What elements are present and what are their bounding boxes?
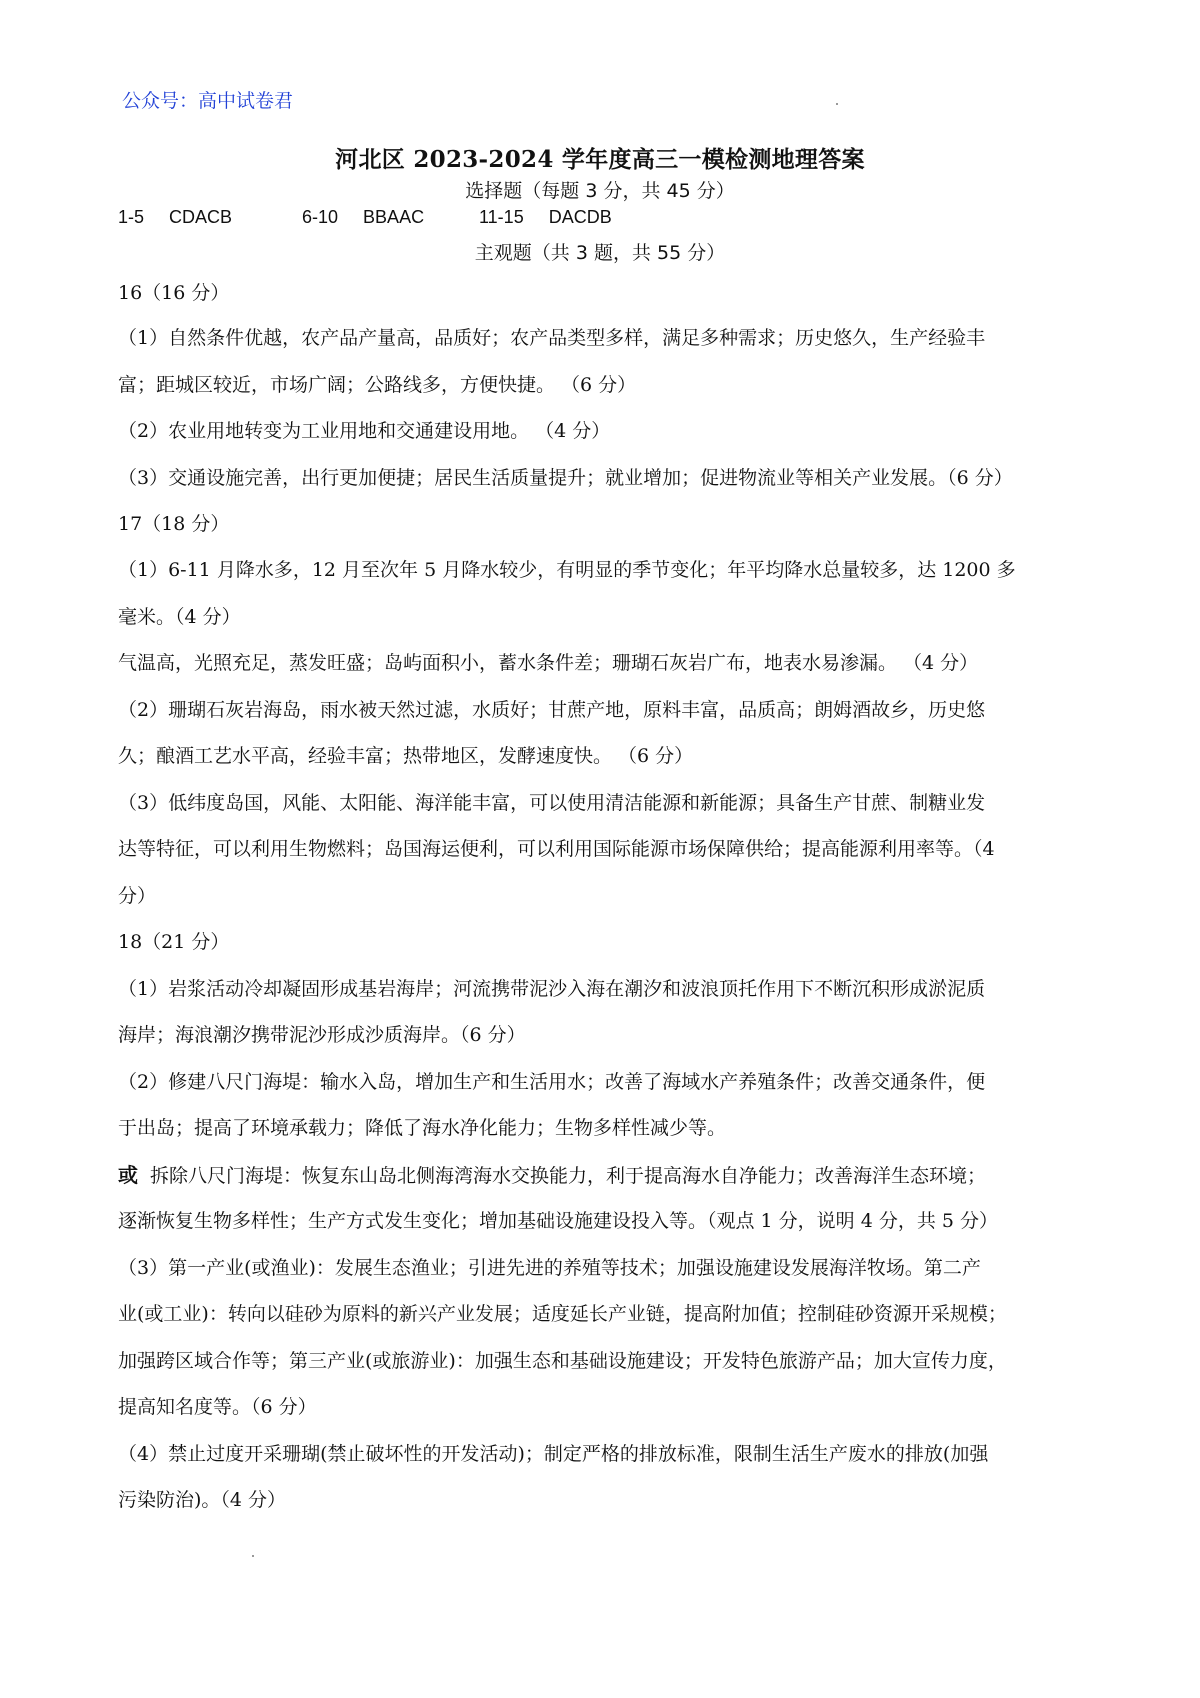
answer-line: 污染防治)。（4 分）: [118, 1489, 287, 1511]
question-heading: 18（21 分）: [118, 931, 230, 953]
speck: [252, 1555, 254, 1557]
speck: [836, 103, 838, 105]
section-heading-multiple-choice: 选择题（每题 3 分，共 45 分）: [465, 180, 735, 202]
answer-line: 海岸；海浪潮汐携带泥沙形成沙质海岸。（6 分）: [118, 1024, 526, 1046]
answer-line: （3）交通设施完善，出行更加便捷；居民生活质量提升；就业增加；促进物流业等相关产业发展。（6 分）: [118, 467, 1013, 489]
page-title: 河北区 2023-2024 学年度高三一模检测地理答案: [335, 146, 865, 173]
answer-line: 加强跨区域合作等；第三产业(或旅游业)：加强生态和基础设施建设；开发特色旅游产品；加大宣传力度，: [118, 1350, 1007, 1372]
answer-line: 达等特征，可以利用生物燃料；岛国海运便利，可以利用国际能源市场保障供给；提高能源利用率等。（4: [118, 838, 995, 860]
answer-line: 于出岛；提高了环境承载力；降低了海水净化能力；生物多样性减少等。: [118, 1117, 727, 1139]
answer-line: （2）修建八尺门海堤：输水入岛，增加生产和生活用水；改善了海域水产养殖条件；改善交通条件，便: [118, 1071, 986, 1093]
answer-line: （1）自然条件优越，农产品产量高，品质好；农产品类型多样，满足多种需求；历史悠久，生产经验丰: [118, 327, 986, 349]
answer-line: （3）第一产业(或渔业)：发展生态渔业；引进先进的养殖等技术；加强设施建设发展海洋牧场。第二产: [118, 1257, 981, 1279]
mc-range: 11-15: [479, 207, 524, 227]
answer-text: 拆除八尺门海堤：恢复东山岛北侧海湾海水交换能力，利于提高海水自净能力；改善海洋生态环境；: [150, 1165, 987, 1187]
answer-line: （3）低纬度岛国，风能、太阳能、海洋能丰富，可以使用清洁能源和新能源；具备生产甘蔗、制糖业发: [118, 792, 986, 814]
mc-answers: BBAAC: [363, 207, 425, 227]
question-heading: 16（16 分）: [118, 282, 230, 304]
answer-line: 逐渐恢复生物多样性；生产方式发生变化；增加基础设施建设投入等。（观点 1 分，说明 4 分，共 5 分）: [118, 1210, 999, 1232]
answer-line-or: [118, 1162, 1093, 1189]
mc-range: 6-10: [302, 207, 339, 227]
watermark-text: 公众号：高中试卷君: [122, 90, 294, 112]
answer-line: 气温高，光照充足，蒸发旺盛；岛屿面积小，蓄水条件差；珊瑚石灰岩广布，地表水易渗漏。 （4 分）: [118, 652, 979, 674]
mc-range: 1-5: [118, 207, 145, 227]
question-heading: 17（18 分）: [118, 513, 230, 535]
mc-answers: CDACB: [169, 207, 233, 227]
mc-answer-group: [302, 207, 424, 228]
answer-line: （2）农业用地转变为工业用地和交通建设用地。 （4 分）: [118, 420, 611, 442]
answer-line: （1）6-11 月降水多，12 月至次年 5 月降水较少，有明显的季节变化；年平均降水总量较多，达 1200 多: [118, 559, 1016, 581]
or-label: 或: [118, 1163, 138, 1187]
answer-line: （2）珊瑚石灰岩海岛，雨水被天然过滤，水质好；甘蔗产地，原料丰富，品质高；朗姆酒故乡，历史悠: [118, 699, 986, 721]
answer-line: 业(或工业)：转向以硅砂为原料的新兴产业发展；适度延长产业链，提高附加值；控制硅砂资源开采规模；: [118, 1303, 1007, 1325]
answer-line: （1）岩浆活动冷却凝固形成基岩海岸；河流携带泥沙入海在潮汐和波浪顶托作用下不断沉积形成淤泥质: [118, 978, 986, 1000]
answer-line: 提高知名度等。（6 分）: [118, 1396, 317, 1418]
section-heading-subjective: 主观题（共 3 题，共 55 分）: [474, 242, 726, 264]
answer-line: 分）: [118, 885, 157, 907]
answer-line: 久；酿酒工艺水平高，经验丰富；热带地区，发酵速度快。 （6 分）: [118, 745, 694, 767]
mc-answer-group: [479, 207, 612, 228]
mc-answers: DACDB: [548, 207, 612, 227]
answer-line: （4）禁止过度开采珊瑚(禁止破坏性的开发活动)；制定严格的排放标准，限制生活生产废水的排放(加强: [118, 1443, 989, 1465]
answer-line: 富；距城区较近，市场广阔；公路线多，方便快捷。 （6 分）: [118, 374, 637, 396]
mc-answer-group: [118, 207, 232, 228]
answer-line: 毫米。（4 分）: [118, 606, 241, 628]
